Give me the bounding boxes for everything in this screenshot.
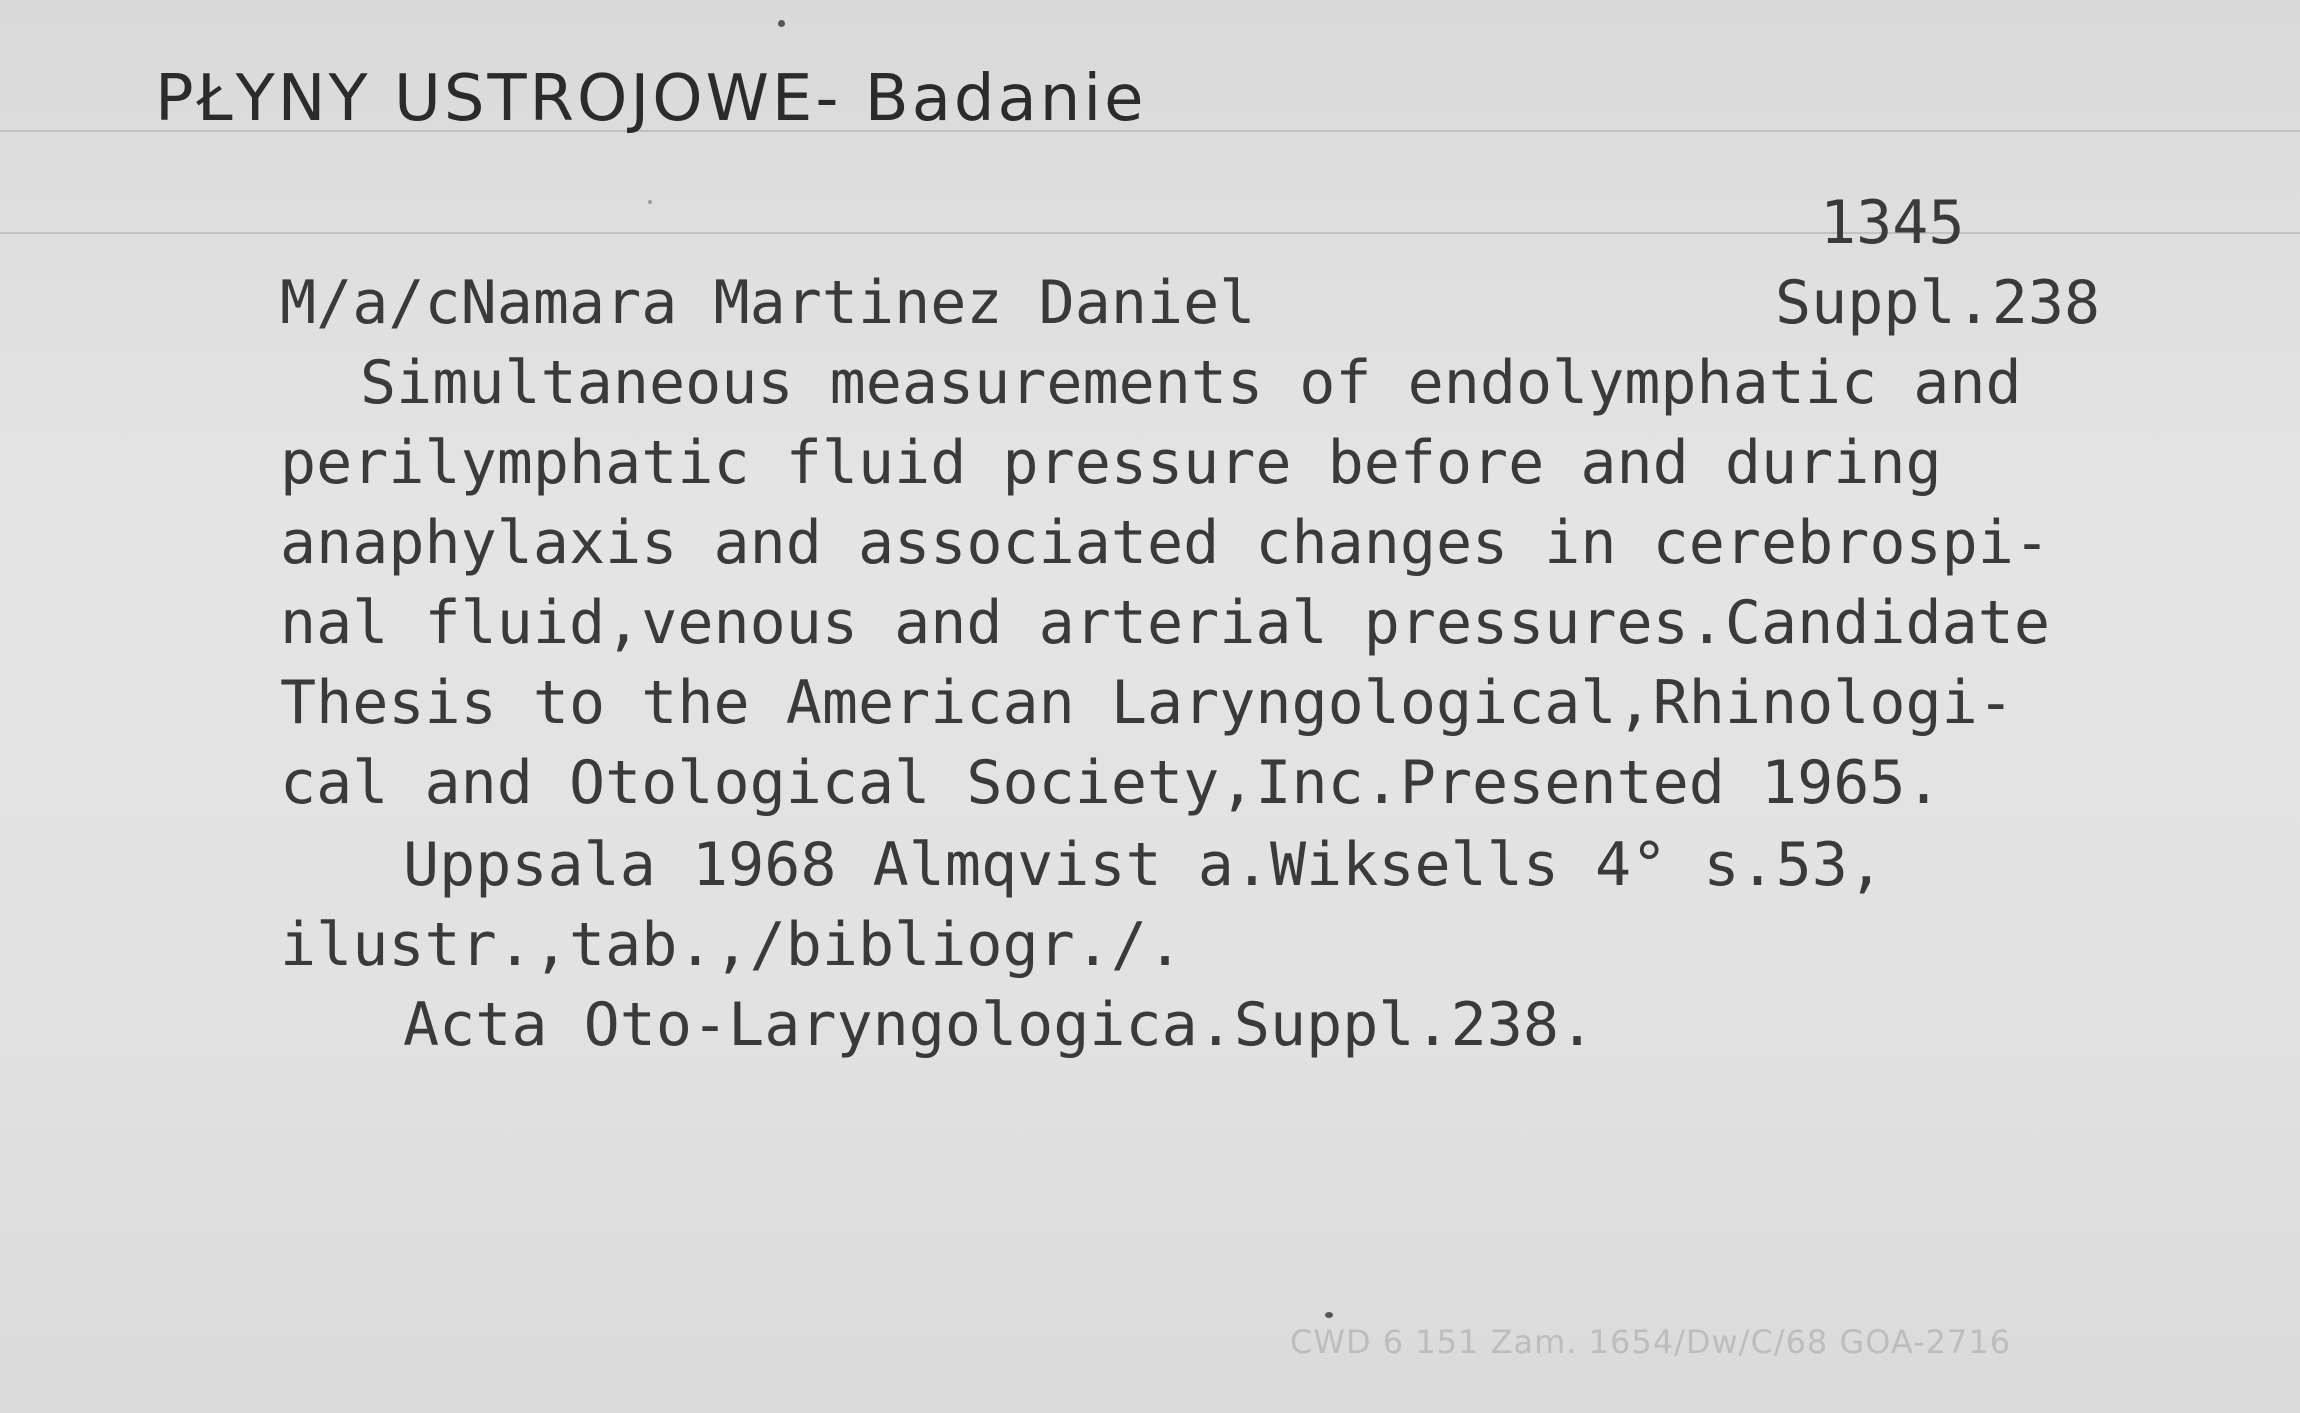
printer-imprint: CWD 6 151 Zam. 1654/Dw/C/68 GOA-2716	[1290, 1323, 2012, 1361]
title-line-1: Simultaneous measurements of endolymphatic and	[360, 348, 2022, 418]
dust-speck	[1325, 1312, 1333, 1318]
title-line-2: perilymphatic fluid pressure before and during	[280, 428, 1942, 498]
dust-speck	[648, 200, 652, 204]
series-number: Suppl.238	[1775, 268, 2101, 338]
title-line-5: Thesis to the American Laryngological,Rhinologi-	[280, 668, 2014, 738]
title-line-4: nal fluid,venous and arterial pressures.Candidate	[280, 588, 2051, 658]
dust-speck	[778, 20, 785, 27]
title-line-6: cal and Otological Society,Inc.Presented 1965.	[280, 748, 1942, 818]
call-number: 1345	[1820, 188, 1965, 258]
title-line-3: anaphylaxis and associated changes in cerebrospi-	[280, 508, 2051, 578]
author-name: M/a/cNamara Martinez Daniel	[280, 268, 1256, 338]
imprint-line: Uppsala 1968 Almqvist a.Wiksells 4° s.53,	[403, 830, 1885, 900]
illustration-line: ilustr.,tab.,/bibliogr./.	[280, 910, 1184, 980]
series-line: Acta Oto-Laryngologica.Suppl.238.	[403, 990, 1596, 1060]
subject-heading: PŁYNY USTROJOWE- Badanie	[155, 62, 1147, 136]
